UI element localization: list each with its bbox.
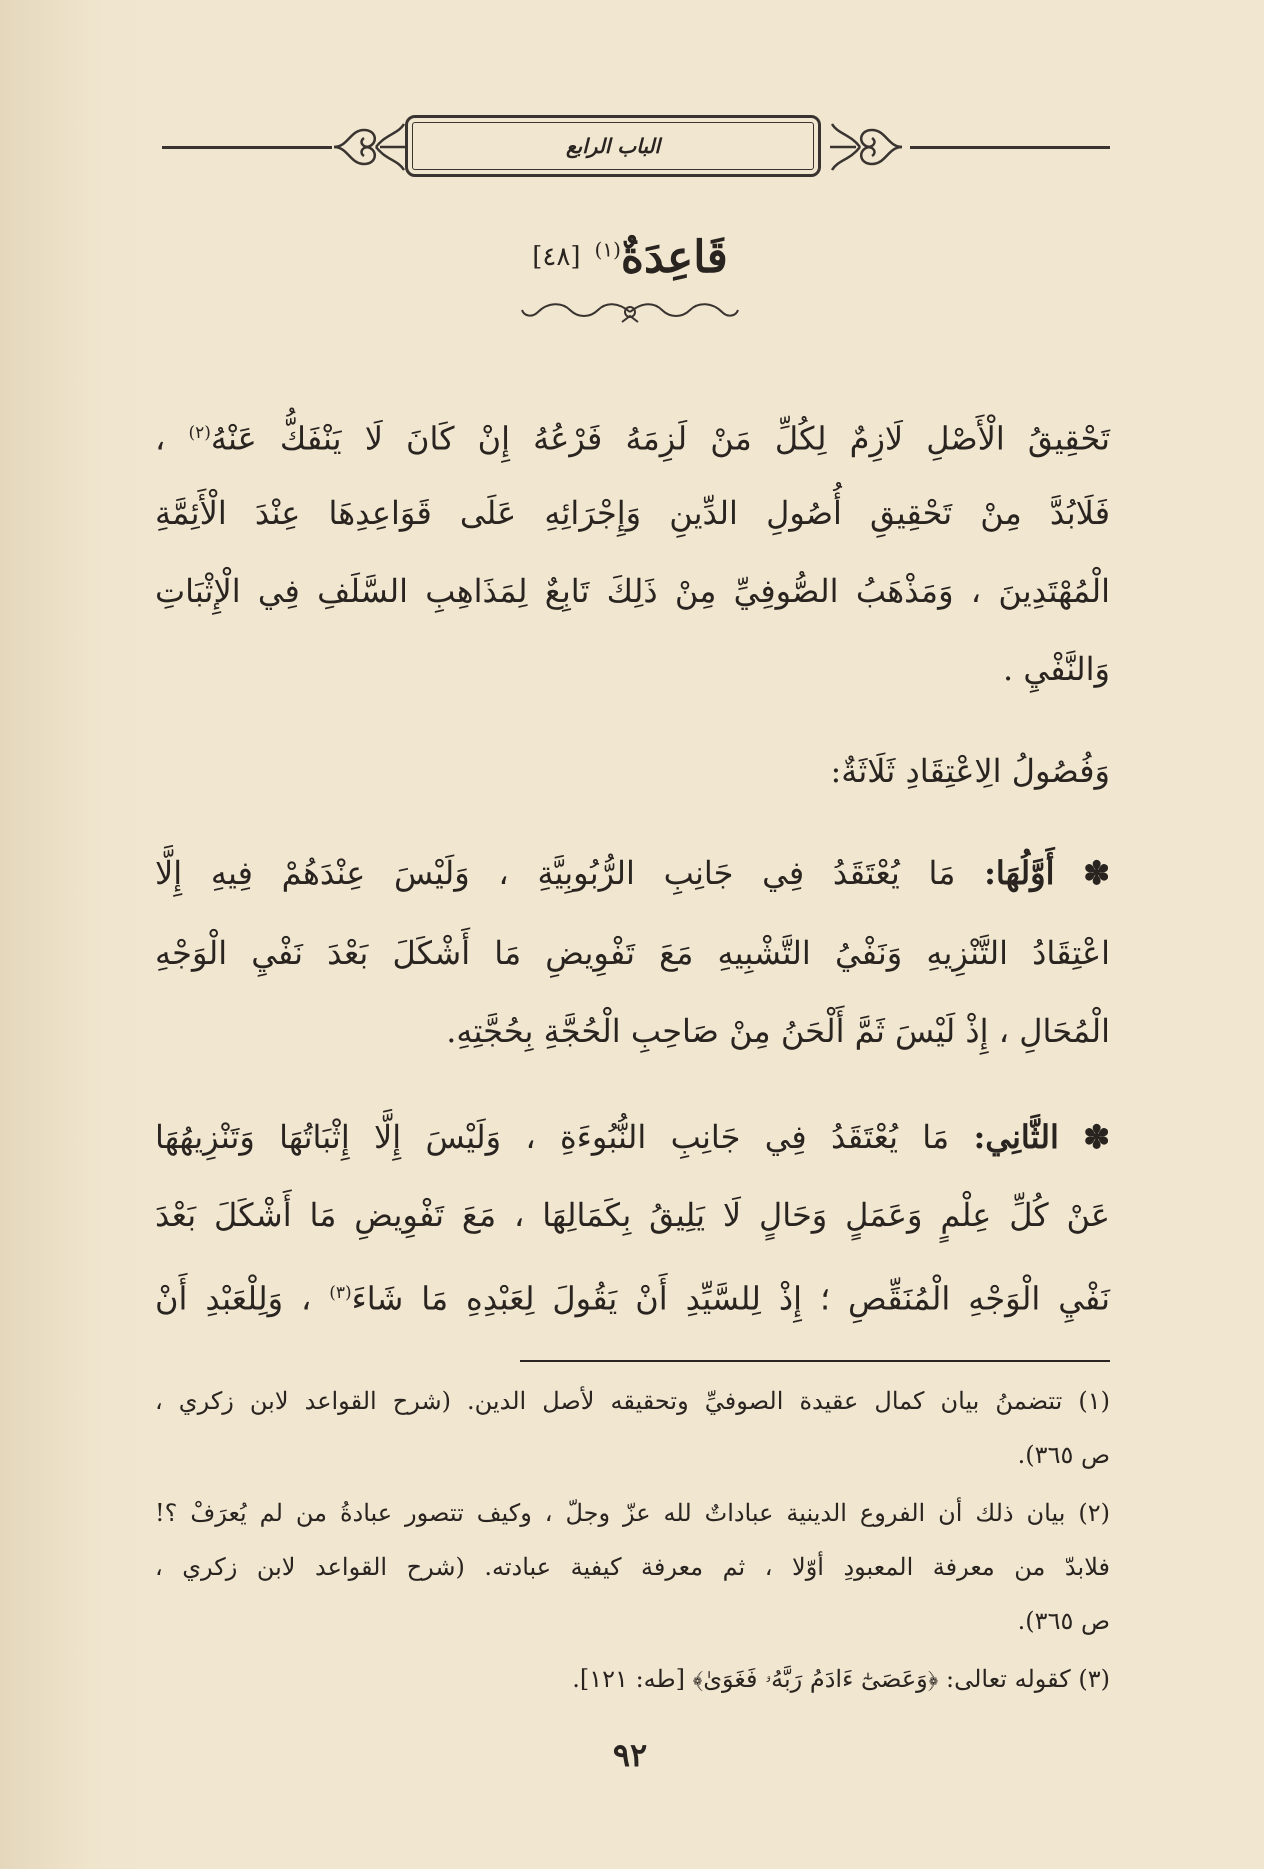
body-line: وَفُصُولُ الِاعْتِقَادِ ثَلَاثَةٌ:: [830, 752, 1110, 790]
body-line: عَنْ كُلِّ عِلْمٍ وَعَمَلٍ وَحَالٍ لَا يَلِيقُ بِكَمَالِهَا ، مَعَ تَفْوِيضِ مَا أَشْكَلَ بَعْدَ: [155, 1196, 1111, 1234]
page-gutter-shadow: [0, 0, 150, 1869]
bullet-star-icon: ✽: [1083, 854, 1111, 892]
title-rule-number: [٤٨]: [532, 242, 581, 272]
header-rule-left: [162, 146, 332, 149]
section-title: [480, 222, 780, 292]
header-rule-right: [910, 146, 1110, 149]
footnote-ref: (٢): [188, 423, 211, 443]
header-ornament-right-icon: [828, 112, 908, 182]
chapter-header-box: [405, 115, 821, 177]
body-line: نَفْيِ الْوَجْهِ الْمُنَقِّصِ ؛ إِذْ لِلسَّيِّدِ أَنْ يَقُولَ لِعَبْدِهِ مَا شَاءَ$^{(٣)}$ ، وَلِلْعَبْدِ أَنْ: [155, 1279, 1111, 1318]
footnote-3-line: (٣) كقوله تعالى: ﴿وَعَصَىٰٓ ءَادَمُ رَبَّهُۥ فَغَوَىٰ﴾ [طه: ١٢١].: [572, 1665, 1110, 1693]
body-line: الْمُهْتَدِينَ ، وَمَذْهَبُ الصُّوفِيِّ مِنْ ذَلِكَ تَابِعٌ لِمَذَاهِبِ السَّلَفِ فِي الْإِثْبَاتِ: [155, 572, 1110, 610]
item-lead: أَوَّلُهَا:: [984, 854, 1055, 892]
footnote-1-line: ص ٣٦٥).: [1017, 1441, 1110, 1469]
title-note-ref: (١): [594, 236, 621, 261]
body-line: ✽ الثَّانِي: مَا يُعْتَقَدُ فِي جَانِبِ النُّبُوءَةِ ، وَلَيْسَ إِلَّا إِثْبَاتُهَا وَتَنْزِيهُهَا: [155, 1118, 1111, 1156]
title-word: قَاعِدَةٌ$^{(١)}$: [594, 231, 728, 283]
footnote-2-line: ص ٣٦٥).: [1017, 1607, 1110, 1635]
body-line: ✽ أَوَّلُهَا: مَا يُعْتَقَدُ فِي جَانِبِ الرُّبُوبِيَّةِ ، وَلَيْسَ عِنْدَهُمْ فِيهِ إِلَّا: [155, 854, 1111, 892]
body-line: فَلَابُدَّ مِنْ تَحْقِيقِ أُصُولِ الدِّينِ وَإِجْرَائِهِ عَلَى قَوَاعِدِهَا عِنْدَ الْأَئِمَّةِ: [155, 494, 1111, 532]
bullet-star-icon: ✽: [1083, 1118, 1111, 1156]
footnote-ref: (٣): [329, 1283, 352, 1303]
item-lead: الثَّانِي:: [973, 1118, 1059, 1156]
footnote-2-line: فلابدّ من معرفة المعبودِ أوّلا ، ثم معرفة كيفية عبادته. (شرح القواعد لابن زكري ،: [155, 1553, 1110, 1581]
footnote-1-line: (١) تتضمنُ بيان كمال عقيدة الصوفيِّ وتحقيقه لأصل الدين. (شرح القواعد لابن زكري ،: [155, 1387, 1110, 1415]
chapter-title: الباب الرابع: [565, 134, 661, 158]
page-number: ٩٢: [612, 1736, 648, 1774]
body-line: الْمُحَالِ ، إِذْ لَيْسَ ثَمَّ أَلْحَنُ مِنْ صَاحِبِ الْحُجَّةِ بِحُجَّتِهِ.: [446, 1012, 1110, 1050]
body-line: اعْتِقَادُ التَّنْزِيهِ وَنَفْيُ التَّشْبِيهِ مَعَ تَفْوِيضِ مَا أَشْكَلَ بَعْدَ نَفْيِ الْوَجْهِ: [155, 934, 1110, 972]
footnote-2-line: (٢) بيان ذلك أن الفروع الدينية عباداتٌ لله عزّ وجلّ ، وكيف تتصور عبادةُ من لم يُعرَفْ ؟!: [155, 1499, 1110, 1527]
footnote-separator: [520, 1360, 1110, 1362]
title-flourish-icon: [518, 292, 742, 332]
body-line: تَحْقِيقُ الْأَصْلِ لَازِمٌ لِكُلِّ مَنْ لَزِمَهُ فَرْعُهُ إِنْ كَانَ لَا يَنْفَكُّ عَنْهُ$^{(٢)}$ ،: [155, 419, 1111, 458]
header-ornament-left-icon: [328, 112, 408, 182]
body-line: وَالنَّفْيِ .: [1003, 650, 1110, 688]
